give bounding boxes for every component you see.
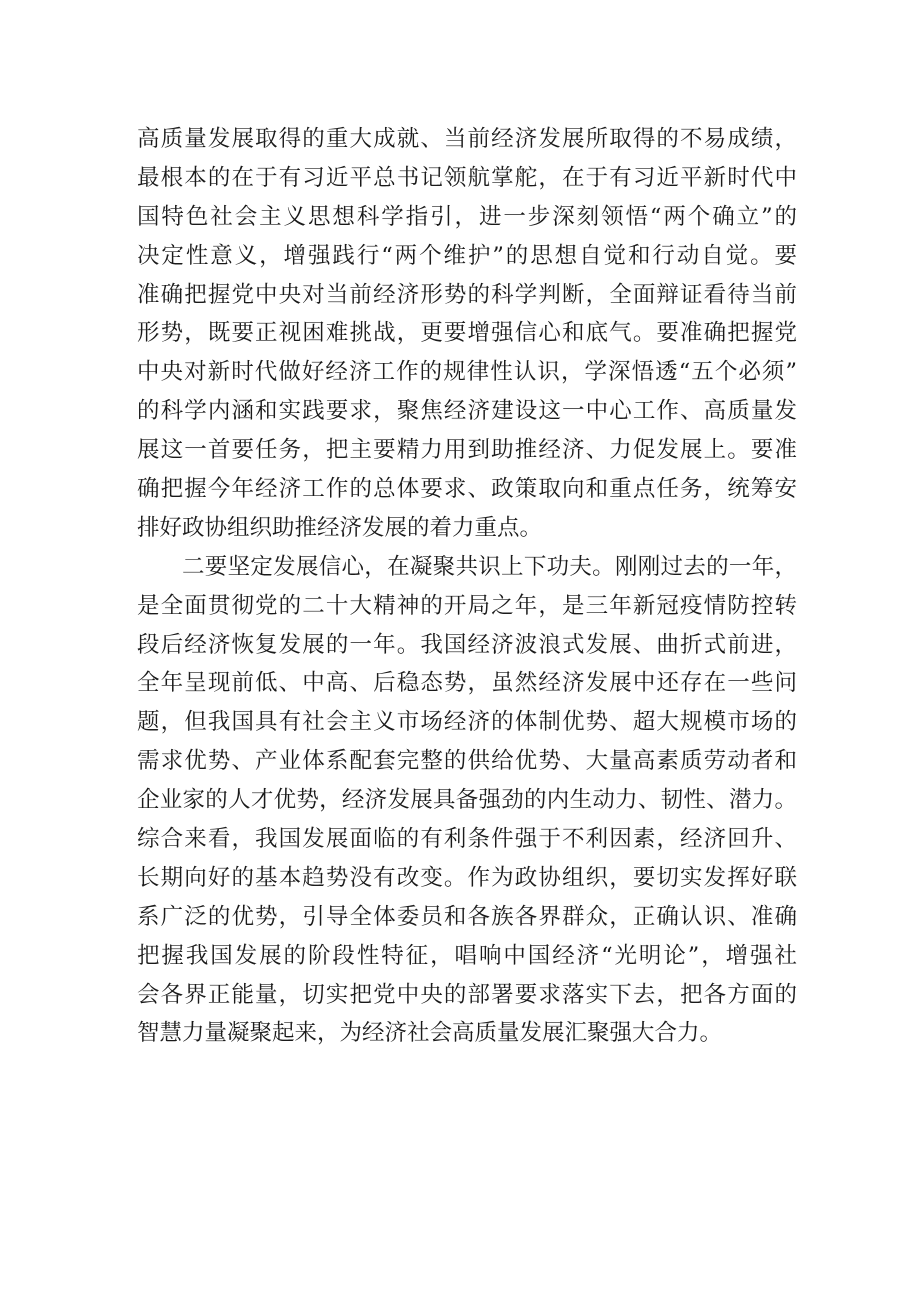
text-line: 国特色社会主义思想科学指引，进一步深刻领悟“两个确立”的 bbox=[137, 203, 797, 230]
text-line: 长期向好的基本趋势没有改变。作为政协组织，要切实发挥好联 bbox=[137, 864, 797, 891]
body-text bbox=[137, 120, 797, 1053]
text-line: 中央对新时代做好经济工作的规律性认识，学深悟透“五个必须” bbox=[137, 359, 797, 386]
paragraph-start-line: 二要坚定发展信心，在凝聚共识上下功夫。刚刚过去的一年， bbox=[182, 553, 797, 580]
text-line: 确把握今年经济工作的总体要求、政策取向和重点任务，统筹安 bbox=[137, 476, 797, 503]
text-line: 把握我国发展的阶段性特征，唱响中国经济“光明论”，增强社 bbox=[137, 942, 797, 969]
text-line: 是全面贯彻党的二十大精神的开局之年，是三年新冠疫情防控转 bbox=[137, 592, 797, 619]
text-line: 综合来看，我国发展面临的有利条件强于不利因素，经济回升、 bbox=[137, 826, 797, 853]
text-line: 段后经济恢复发展的一年。我国经济波浪式发展、曲折式前进， bbox=[137, 631, 797, 658]
text-line: 智慧力量凝聚起来，为经济社会高质量发展汇聚强大合力。 bbox=[137, 1020, 723, 1047]
text-line: 排好政协组织助推经济发展的着力重点。 bbox=[137, 514, 543, 541]
text-line: 准确把握党中央对当前经济形势的科学判断，全面辩证看待当前 bbox=[137, 281, 797, 308]
text-line: 展这一首要任务，把主要精力用到助推经济、力促发展上。要准 bbox=[137, 437, 797, 464]
text-line: 的科学内涵和实践要求，聚焦经济建设这一中心工作、高质量发 bbox=[137, 398, 797, 425]
text-line: 会各界正能量，切实把党中央的部署要求落实下去，把各方面的 bbox=[137, 981, 797, 1008]
text-line: 需求优势、产业体系配套完整的供给优势、大量高素质劳动者和 bbox=[137, 748, 797, 775]
text-line: 系广泛的优势，引导全体委员和各族各界群众，正确认识、准确 bbox=[137, 903, 797, 930]
text-line: 高质量发展取得的重大成就、当前经济发展所取得的不易成绩， bbox=[137, 126, 797, 152]
text-line: 全年呈现前低、中高、后稳态势，虽然经济发展中还存在一些问 bbox=[137, 670, 797, 697]
text-line: 题，但我国具有社会主义市场经济的体制优势、超大规模市场的 bbox=[137, 709, 797, 736]
text-line: 形势，既要正视困难挑战，更要增强信心和底气。要准确把握党 bbox=[137, 320, 797, 347]
text-line: 企业家的人才优势，经济发展具备强劲的内生动力、韧性、潜力。 bbox=[137, 787, 797, 814]
text-line: 最根本的在于有习近平总书记领航掌舵，在于有习近平新时代中 bbox=[137, 164, 797, 191]
text-line: 决定性意义，增强践行“两个维护”的思想自觉和行动自觉。要 bbox=[137, 242, 797, 269]
